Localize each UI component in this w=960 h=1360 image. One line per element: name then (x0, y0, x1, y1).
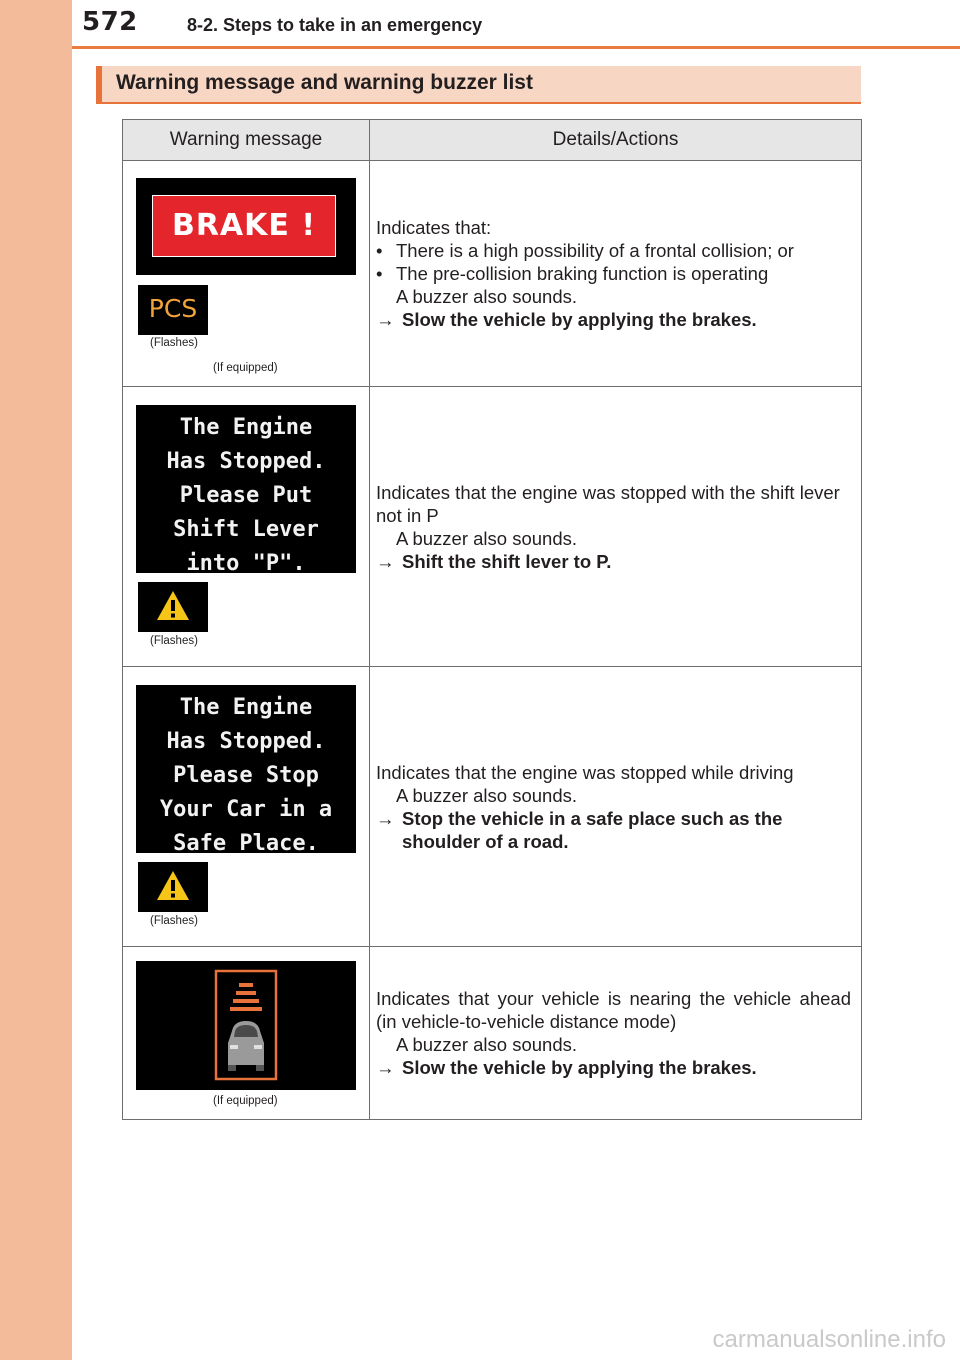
table-header-row (123, 120, 862, 161)
chapter-title: 8-2. Steps to take in an emergency (187, 15, 483, 35)
table-row (123, 667, 862, 947)
details-description: Indicates that your vehicle is nearing the vehicle ahead (in vehicle-to-vehicle distance mode) (376, 988, 851, 1032)
arrow-icon: → (376, 550, 395, 572)
warning-message-cell (123, 387, 370, 667)
master-warning-icon (155, 588, 191, 624)
action-text (376, 807, 851, 853)
action-text (376, 308, 851, 331)
display-line: Please Put (179, 483, 313, 508)
display-screen (136, 961, 356, 1090)
display-line: The Engine (179, 695, 313, 720)
master-warning-indicator (138, 582, 208, 632)
section-banner (96, 66, 861, 104)
master-warning-indicator (138, 862, 208, 912)
flashes-caption: (Flashes) (150, 915, 198, 927)
display-message (136, 691, 356, 861)
display-line: The Engine (179, 415, 313, 440)
details-description: Indicates that the engine was stopped while driving (376, 761, 794, 783)
bullet-mark: • (376, 263, 383, 284)
buzzer-note: A buzzer also sounds. (396, 286, 577, 307)
details-bullet (376, 262, 851, 285)
section-title: Warning message and warning buzzer list (116, 71, 533, 94)
watermark: carmanualsonline.info (712, 1326, 946, 1353)
column-header-warning-message: Warning message (123, 120, 370, 161)
flashes-caption: (Flashes) (150, 635, 198, 647)
bullet-text: The pre-collision braking function is operating (396, 263, 769, 284)
arrow-icon: → (376, 807, 395, 829)
action-label: Stop the vehicle in a safe place such as the shoulder of a road. (402, 807, 783, 852)
table-row (123, 947, 862, 1120)
action-text (376, 550, 851, 573)
details-intro: Indicates that: (376, 217, 492, 238)
warning-table (122, 119, 862, 1120)
action-label: Slow the vehicle by applying the brakes. (402, 309, 757, 330)
display-line: Has Stopped. (166, 449, 326, 474)
display-line: Your Car in a (159, 797, 333, 822)
details-cell (370, 947, 862, 1120)
if-equipped-note: (If equipped) (213, 362, 278, 374)
warning-message-cell (123, 161, 370, 387)
display-message (136, 411, 356, 581)
table-row (123, 161, 862, 387)
flashes-caption: (Flashes) (150, 337, 198, 349)
details-cell (370, 387, 862, 667)
warning-message-cell (123, 947, 370, 1120)
page-header (72, 0, 960, 48)
buzzer-note: A buzzer also sounds. (396, 784, 577, 806)
warning-message-cell (123, 667, 370, 947)
vehicle-approach-warning-icon (136, 961, 356, 1090)
buzzer-note: A buzzer also sounds. (396, 1034, 577, 1055)
details-bullet (376, 239, 851, 262)
bullet-text: There is a high possibility of a frontal collision; or (396, 240, 794, 261)
column-header-details-actions: Details/Actions (370, 120, 862, 161)
arrow-icon: → (376, 309, 395, 330)
header-rule (72, 46, 960, 49)
display-screen (136, 685, 356, 856)
pcs-indicator (138, 285, 208, 335)
action-text (376, 1056, 851, 1079)
bullet-mark: • (376, 240, 383, 261)
master-warning-icon (155, 868, 191, 904)
display-screen (136, 178, 356, 275)
details-cell (370, 161, 862, 387)
arrow-icon: → (376, 1057, 395, 1078)
details-description: Indicates that the engine was stopped with the shift lever not in P (376, 481, 840, 526)
brake-warning-display: BRAKE ! (152, 195, 336, 257)
display-screen (136, 405, 356, 576)
display-line: into "P". (186, 551, 306, 576)
page-number: 572 (82, 7, 138, 37)
display-line: Has Stopped. (166, 729, 326, 754)
display-line: Shift Lever (173, 517, 319, 542)
action-label: Slow the vehicle by applying the brakes. (402, 1057, 757, 1078)
details-cell (370, 667, 862, 947)
side-strip (0, 0, 72, 1360)
action-label: Shift the shift lever to P. (402, 550, 612, 572)
if-equipped-note: (If equipped) (213, 1095, 278, 1107)
display-line: Safe Place. (173, 831, 319, 856)
display-line: Please Stop (173, 763, 319, 788)
table-row (123, 387, 862, 667)
pcs-indicator-label: PCS (148, 294, 198, 323)
buzzer-note: A buzzer also sounds. (396, 527, 577, 549)
